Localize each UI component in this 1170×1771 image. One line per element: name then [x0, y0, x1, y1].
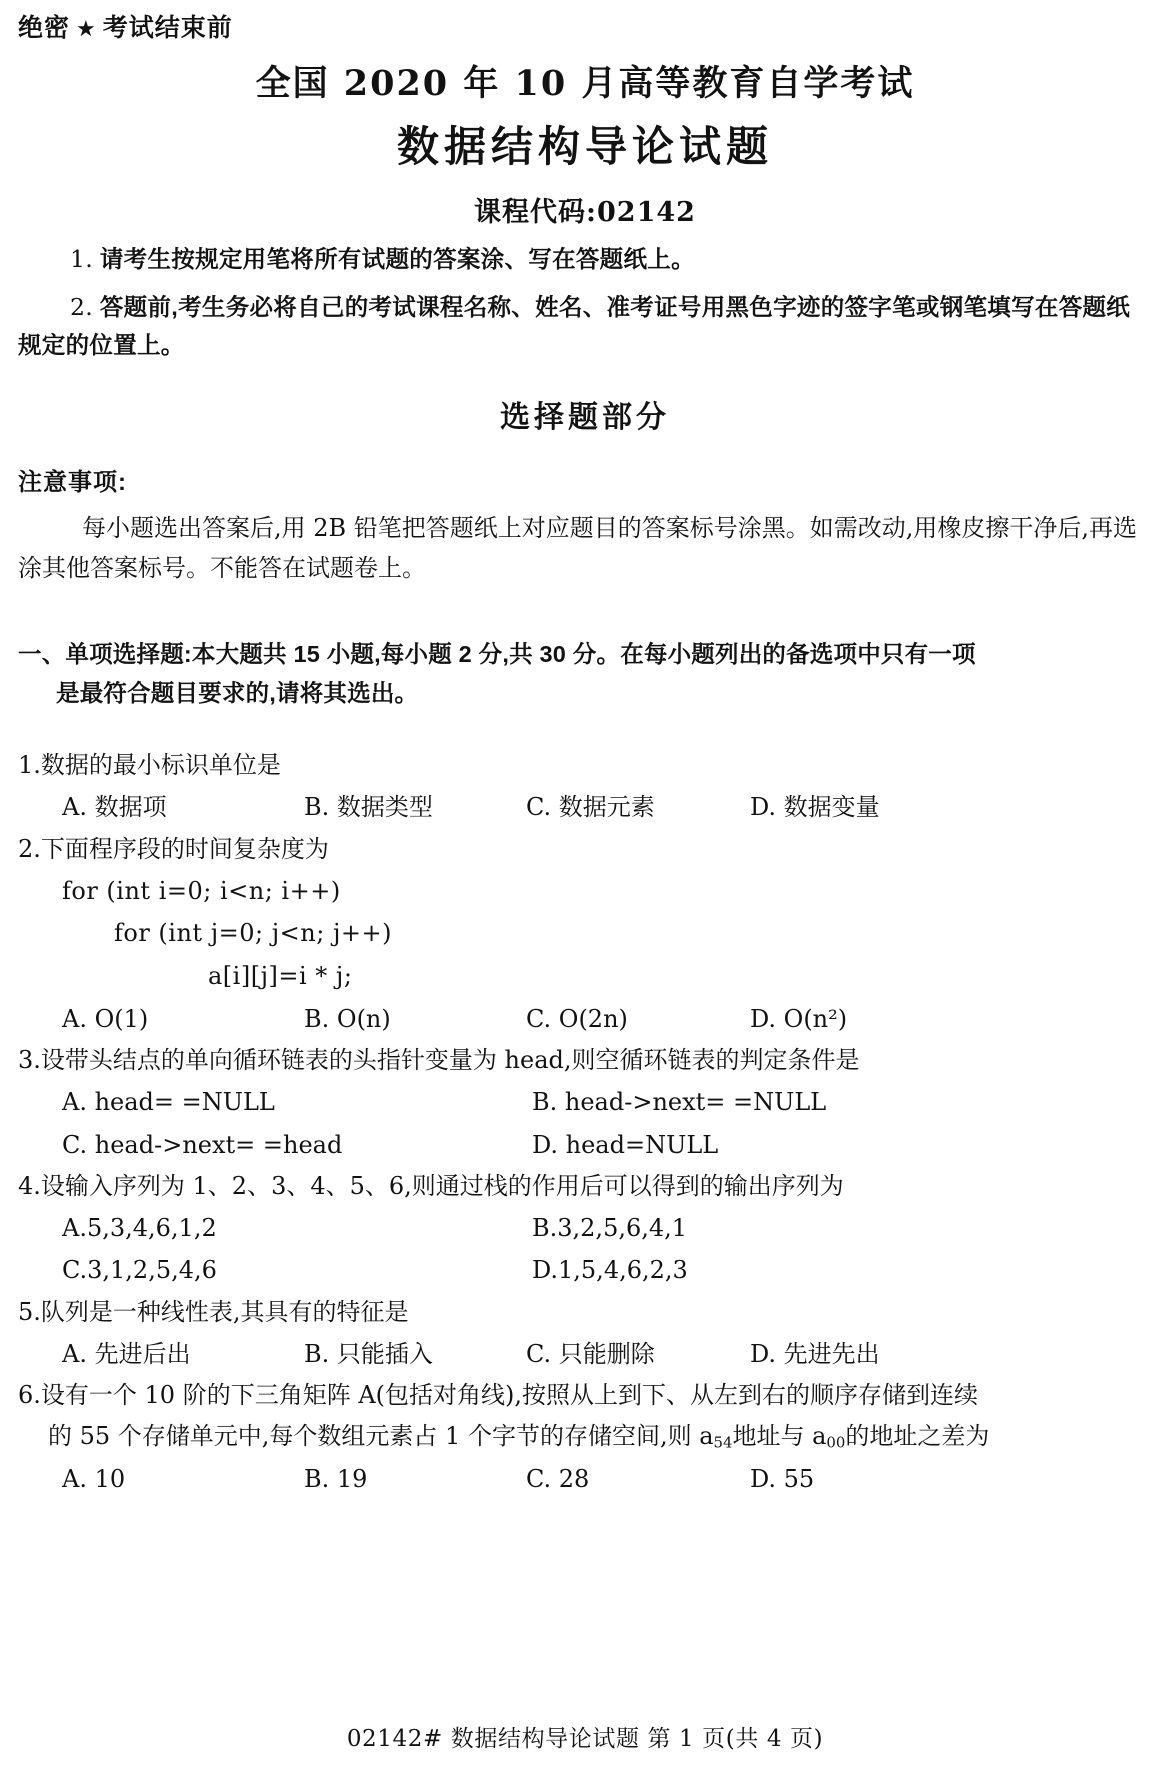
star-icon: ★: [76, 16, 97, 41]
exam-title: 全国 2020 年 10 月高等教育自学考试: [255, 63, 915, 104]
notice-list: [18, 240, 1152, 374]
question-item: [18, 1292, 1156, 1376]
notice-text: 请考生按规定用笔将所有试题的答案涂、写在答题纸上。: [99, 246, 695, 272]
option-row: [18, 1081, 1156, 1123]
notice-text: 答题前,考生务必将自己的考试课程名称、姓名、准考证号用黑色字迹的签字笔或钢笔填写在答题纸规定的位置上。: [18, 294, 1131, 359]
question-stem: [18, 1166, 1156, 1207]
question-stem-text: 下面程序段的时间复杂度为: [40, 834, 329, 863]
code-line-3: a[i][j]=i * j;: [208, 962, 353, 991]
option-b[interactable]: B. 数据类型: [304, 793, 433, 822]
question-number: 6.: [18, 1381, 41, 1410]
option-b[interactable]: B. O(n): [304, 1004, 391, 1033]
question-item: [18, 745, 1156, 829]
stem-frag-b: 地址与 a: [732, 1422, 827, 1451]
question-stem-text: 设带头结点的单向循环链表的头指针变量为 head,则空循环链表的判定条件是: [40, 1046, 860, 1075]
option-a[interactable]: A. O(1): [62, 1004, 149, 1033]
code-line-1: for (int i=0; i<n; i++): [62, 876, 341, 905]
option-c[interactable]: C. 只能删除: [526, 1339, 655, 1368]
stem-frag-a: 的 55 个存储单元中,每个数组元素占 1 个字节的存储空间,则 a: [48, 1422, 714, 1451]
option-row: [18, 786, 1156, 828]
secrecy-time-label: 考试结束前: [102, 14, 233, 42]
question-item: [18, 1040, 1156, 1166]
question-stem-line-1: 设有一个 10 阶的下三角矩阵 A(包括对角线),按照从上到下、从左到右的顺序存储到连续: [40, 1381, 979, 1410]
notes-body: 每小题选出答案后,用 2B 铅笔把答题纸上对应题目的答案标号涂黑。如需改动,用橡皮擦干净后,再选涂其他答案标号。不能答在试题卷上。: [18, 514, 1138, 583]
question-stem-text: 数据的最小标识单位是: [40, 751, 281, 779]
notes-label: 注意事项:: [18, 469, 127, 496]
option-c[interactable]: C. 28: [526, 1464, 590, 1493]
part-one-heading: [18, 635, 1154, 713]
option-b[interactable]: B. 只能插入: [304, 1339, 433, 1368]
notice-number: 1.: [70, 245, 94, 273]
title-block: [0, 62, 1170, 229]
option-row: [18, 998, 1156, 1040]
question-stem: [18, 829, 1156, 870]
option-a[interactable]: A. 10: [62, 1464, 126, 1493]
option-row: [18, 1458, 1156, 1500]
option-a[interactable]: A.5,3,4,6,1,2: [62, 1214, 217, 1243]
notice-number: 2.: [70, 293, 94, 322]
option-a[interactable]: A. head= =NULL: [62, 1088, 275, 1117]
option-row: [18, 1249, 1156, 1291]
question-list: [18, 745, 1156, 1500]
question-number: 3.: [18, 1046, 41, 1075]
page-footer: 02142# 数据结构导论试题 第 1 页(共 4 页): [346, 1726, 824, 1752]
question-item: [18, 1166, 1156, 1292]
option-c[interactable]: C. head->next= =head: [62, 1130, 343, 1159]
question-number: 5.: [18, 1297, 41, 1326]
question-stem-text: 设输入序列为 1、2、3、4、5、6,则通过栈的作用后可以得到的输出序列为: [40, 1171, 844, 1200]
option-a[interactable]: A. 数据项: [62, 793, 167, 822]
part-one-line-1: 一、单项选择题:本大题共 15 小题,每小题 2 分,共 30 分。在每小题列出的备选项中只有一项: [18, 641, 976, 667]
option-c[interactable]: C.3,1,2,5,4,6: [62, 1256, 217, 1285]
option-row: [18, 1207, 1156, 1249]
secrecy-label: 绝密: [18, 14, 71, 42]
notice-item: [18, 240, 1152, 278]
question-item: [18, 829, 1156, 1041]
secrecy-banner: [18, 16, 233, 41]
question-number: 2.: [18, 834, 41, 863]
option-d[interactable]: D. 先进先出: [750, 1339, 880, 1368]
option-a[interactable]: A. 先进后出: [62, 1339, 191, 1368]
question-stem: [18, 1292, 1156, 1333]
option-b[interactable]: B. head->next= =NULL: [532, 1088, 827, 1117]
question-stem: [18, 745, 1156, 786]
option-row: [18, 1333, 1156, 1375]
code-line-2: for (int j=0; j<n; j++): [114, 919, 392, 948]
question-stem: [18, 1040, 1156, 1081]
notice-item: [18, 288, 1152, 364]
question-item: [18, 1375, 1156, 1500]
question-number: 4.: [18, 1171, 41, 1200]
subscript-00: 00: [826, 1433, 846, 1452]
option-b[interactable]: B. 19: [304, 1464, 368, 1493]
question-stem: [18, 1375, 1156, 1458]
option-d[interactable]: D. 55: [750, 1464, 815, 1493]
option-c[interactable]: C. O(2n): [526, 1004, 628, 1033]
part-one-line-2: 是最符合题目要求的,请将其选出。: [56, 680, 419, 706]
section-heading: 选择题部分: [500, 401, 670, 434]
subscript-54: 54: [713, 1433, 733, 1452]
question-number: 1.: [18, 751, 41, 779]
option-c[interactable]: C. 数据元素: [526, 793, 655, 822]
option-d[interactable]: D. O(n²): [750, 1004, 848, 1033]
option-d[interactable]: D. head=NULL: [532, 1130, 719, 1159]
option-b[interactable]: B.3,2,5,6,4,1: [532, 1214, 688, 1243]
option-row: [18, 1124, 1156, 1166]
paper-title: 数据结构导论试题: [396, 122, 773, 170]
stem-frag-c: 的地址之差为: [845, 1422, 990, 1451]
question-stem-text: 队列是一种线性表,其具有的特征是: [40, 1297, 409, 1326]
option-d[interactable]: D. 数据变量: [750, 793, 880, 822]
course-code: 课程代码:02142: [474, 197, 696, 229]
question-stem-line-2: [18, 1416, 1156, 1457]
option-d[interactable]: D.1,5,4,6,2,3: [532, 1256, 688, 1285]
